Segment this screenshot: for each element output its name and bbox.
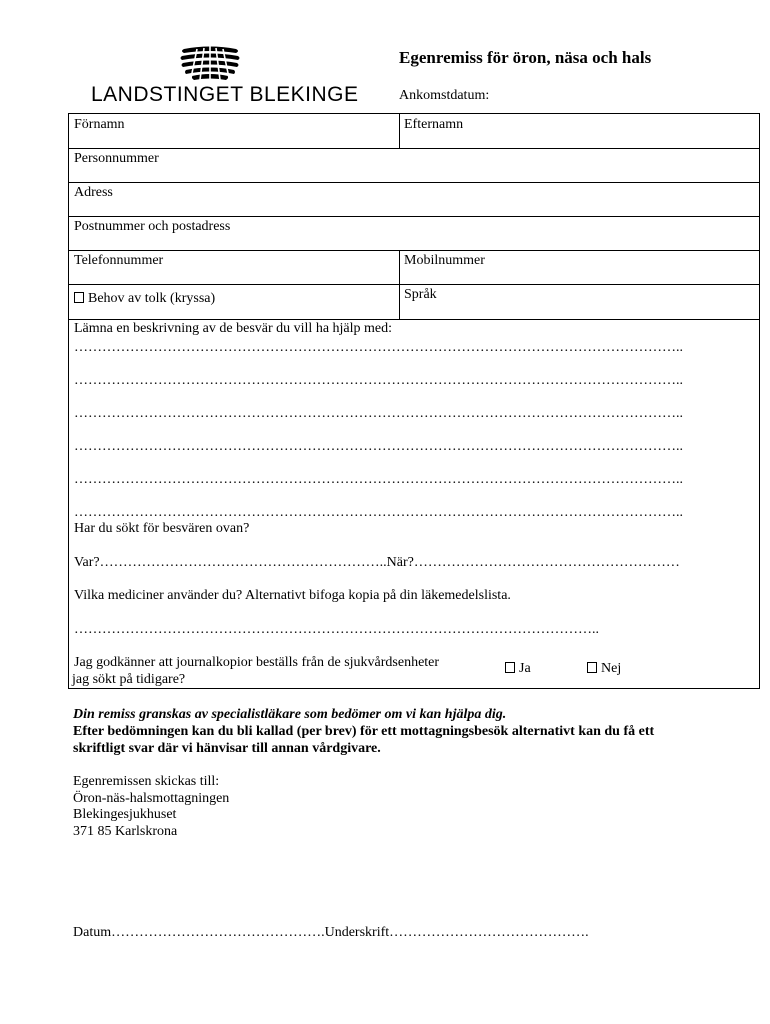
personal-number-field[interactable]: Personnummer bbox=[74, 151, 159, 166]
mailing-address-line: 371 85 Karlskrona bbox=[73, 823, 178, 839]
first-name-field[interactable]: Förnamn bbox=[74, 117, 125, 132]
organization-name: LANDSTINGET BLEKINGE bbox=[91, 83, 359, 106]
column-divider bbox=[399, 114, 400, 148]
review-notice bbox=[73, 723, 753, 757]
consent-no-option[interactable] bbox=[587, 661, 621, 677]
medicines-line[interactable]: ………………………………………………………………………………………………….. bbox=[74, 622, 599, 637]
medicines-question: Vilka mediciner använder du? Alternativt bifoga kopia på din läkemedelslista. bbox=[74, 588, 511, 603]
row-divider bbox=[69, 182, 759, 183]
address-field[interactable]: Adress bbox=[74, 185, 113, 200]
consent-question-line2: jag sökt på tidigare? bbox=[72, 672, 186, 687]
where-when-field[interactable]: Var?……………………………………………………..När?………………………………………………… bbox=[74, 555, 680, 570]
review-notice-line1: Efter bedömningen kan du bli kallad (per brev) för ett mottagningsbesök alternativt kan du få ett bbox=[73, 724, 655, 739]
row-divider bbox=[69, 250, 759, 251]
consent-yes-option[interactable] bbox=[505, 661, 531, 677]
description-line[interactable]: ………………………………………………………………………………………………………………….. bbox=[74, 340, 683, 355]
row-divider bbox=[69, 216, 759, 217]
row-divider bbox=[69, 319, 759, 320]
mobile-field[interactable]: Mobilnummer bbox=[404, 253, 485, 268]
language-field[interactable]: Språk bbox=[404, 287, 437, 302]
yes-label: Ja bbox=[519, 661, 531, 676]
mailing-address-line: Öron-näs-halsmottagningen bbox=[73, 790, 230, 806]
previous-care-question: Har du sökt för besvären ovan? bbox=[74, 521, 250, 536]
description-prompt: Lämna en beskrivning av de besvär du vill ha hjälp med: bbox=[74, 321, 393, 336]
description-line[interactable]: ………………………………………………………………………………………………………………….. bbox=[74, 505, 683, 520]
yes-checkbox-icon[interactable] bbox=[505, 662, 515, 673]
phone-field[interactable]: Telefonnummer bbox=[74, 253, 164, 268]
no-label: Nej bbox=[601, 661, 622, 676]
date-signature-line[interactable]: Datum……………………………………….Underskrift……………………………………. bbox=[73, 925, 589, 940]
mailing-address bbox=[73, 774, 229, 840]
description-line[interactable]: ………………………………………………………………………………………………………………….. bbox=[74, 373, 683, 388]
interpreter-checkbox-icon[interactable] bbox=[74, 292, 84, 303]
row-divider bbox=[69, 148, 759, 149]
mailing-address-line: Egenremissen skickas till: bbox=[73, 774, 220, 789]
consent-question-line1: Jag godkänner att journalkopior beställs från de sjukvårdsenheter bbox=[74, 655, 440, 670]
description-line[interactable]: ………………………………………………………………………………………………………………….. bbox=[74, 472, 683, 487]
row-divider bbox=[69, 284, 759, 285]
no-checkbox-icon[interactable] bbox=[587, 662, 597, 673]
review-notice-italic: Din remiss granskas av specialistläkare som bedömer om vi kan hjälpa dig. bbox=[73, 707, 507, 722]
review-notice-line2: skriftligt svar där vi hänvisar till annan vårdgivare. bbox=[73, 741, 381, 756]
mailing-address-line: Blekingesjukhuset bbox=[73, 807, 177, 822]
interpreter-option[interactable] bbox=[74, 291, 215, 307]
last-name-field[interactable]: Efternamn bbox=[404, 117, 464, 132]
landstinget-logo-icon bbox=[176, 46, 244, 82]
postal-address-field[interactable]: Postnummer och postadress bbox=[74, 219, 231, 234]
description-line[interactable]: ………………………………………………………………………………………………………………….. bbox=[74, 439, 683, 454]
form-title: Egenremiss för öron, näsa och hals bbox=[399, 48, 652, 67]
column-divider bbox=[399, 250, 400, 319]
arrival-date-label: Ankomstdatum: bbox=[399, 88, 490, 103]
referral-form bbox=[68, 113, 760, 689]
description-line[interactable]: ………………………………………………………………………………………………………………….. bbox=[74, 406, 683, 421]
interpreter-label: Behov av tolk (kryssa) bbox=[88, 291, 216, 306]
